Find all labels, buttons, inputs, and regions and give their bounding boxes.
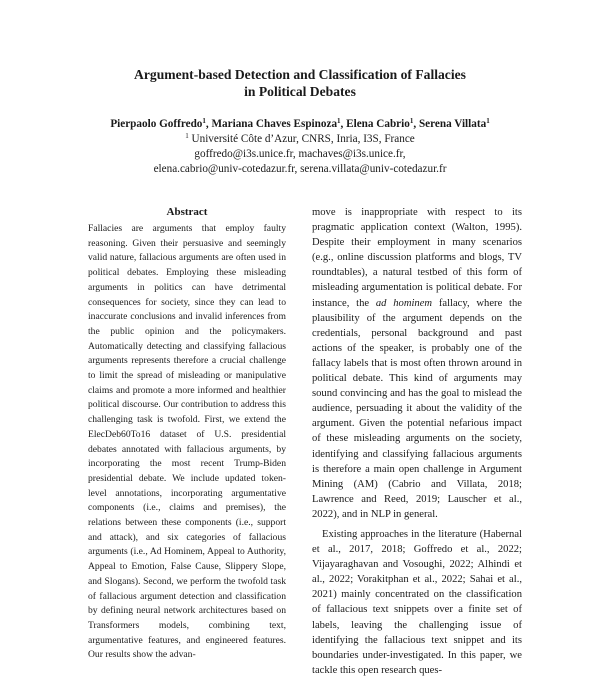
emails-line-2: elena.cabrio@univ-cotedazur.fr, serena.villata@univ-cotedazur.fr (153, 163, 447, 175)
intro-p1-part-b: fallacy, where the plausibility of the argument depends on the credentials, personal background and past actions of the speaker, is probably one of the fallacy labels that is most often thrown around in political debate. This kind of arguments may sound convincing and has the goal to mislead the audience, persuading it about the validity of the argument. Given the potential nefarious impact of these misleading arguments on the society, identifying and classifying fallacious arguments is therefore a main open challenge in Argument Mining (AM) (Cabrio and Villata, 2018; Lawrence and Reed, 2019; Lauscher et al., 2022), and in NLP in general. (312, 297, 522, 520)
title-line-1: Argument-based Detection and Classification of Fallacies (134, 67, 466, 82)
paper-title (80, 66, 520, 100)
author-names: Pierpaolo Goffredo$^1$, Mariana Chaves Espinoza$^1$, Elena Cabrio$^1$, Serena Villata$^1$ (110, 117, 490, 130)
affiliation-sup: 1 (185, 132, 189, 140)
author-2-sup: 1 (337, 117, 341, 125)
intro-p1-emphasis: ad hominem (375, 297, 433, 309)
abstract-body: Fallacies are arguments that employ faulty reasoning. Given their persuasive and seemingly valid nature, fallacious arguments are often used in political debates. Employing these misleading arguments in politics can have detrimental consequences for society, since they can lead to inaccurate conclusions and invalid inferences from the public opinion and the policymakers. Automatically detecting and classifying fallacious arguments represents therefore a crucial challenge to limit the spread of misleading or manipulative claims and promote a more informed and healthier political discourse. Our contribution to address this challenging task is twofold. First, we extend the ElecDeb60To16 dataset of U.S. presidential debates annotated with fallacious arguments, by incorporating the most recent Trump-Biden presidential debate. We include updated token-level annotations, incorporating argumentative components (i.e., claims and premises), the relations between these components (i.e., support and attack), and six categories of fallacious arguments (i.e., Ad Hominem, Appeal to Authority, Appeal to Emotion, False Cause, Slippery Slope, and Slogans). Second, we perform the twofold task of fallacious argument detection and classification by defining neural network architectures based on Transformers models, combining text, argumentative features, and engineered features. Our results show the advan- (88, 223, 286, 661)
emails-line-1: goffredo@i3s.unice.fr, machaves@i3s.unice.fr, (194, 148, 406, 160)
title-line-2: in Political Debates (244, 84, 356, 99)
author-1-sup: 1 (202, 117, 206, 125)
intro-column (312, 205, 522, 678)
author-3-sup: 1 (409, 117, 414, 125)
intro-paragraph-1 (312, 205, 522, 522)
affiliation-text: Université Côte d’Azur, CNRS, Inria, I3S, France (191, 133, 415, 145)
affiliation (40, 132, 560, 147)
author-block (40, 117, 560, 177)
intro-p1-part-a: move is inappropriate with respect to its pragmatic application context (Walton, 1995). Despite their employment in many scenarios (e.g., online discussion platforms and blogs, TV roundtables), a natural testbed of this form of misleading argumentation is political debate. For instance, the (312, 207, 522, 309)
author-4-sup: 1 (486, 117, 490, 125)
abstract-heading: Abstract (166, 206, 208, 218)
author-4: Serena Villata (418, 118, 487, 130)
intro-paragraph-2: Existing approaches in the literature (Habernal et al., 2017, 2018; Goffredo et al., 2022; Vijayaraghavan and Vosoughi, 2022; Alhindi et al., 2022; Vorakitphan et al., 2022; Sahai et al., 2021) mainly concentrated on the classification of fallacious text snippets over a finite set of labels, leaving the challenging issue of identifying the fallacious text snippet and its boundaries under-investigated. In this paper, we tackle this open research ques- (312, 528, 522, 676)
author-3: Elena Cabrio (346, 118, 410, 130)
author-2: Mariana Chaves Espinoza (211, 118, 338, 130)
abstract-column (88, 205, 286, 663)
author-1: Pierpaolo Goffredo (110, 118, 203, 130)
